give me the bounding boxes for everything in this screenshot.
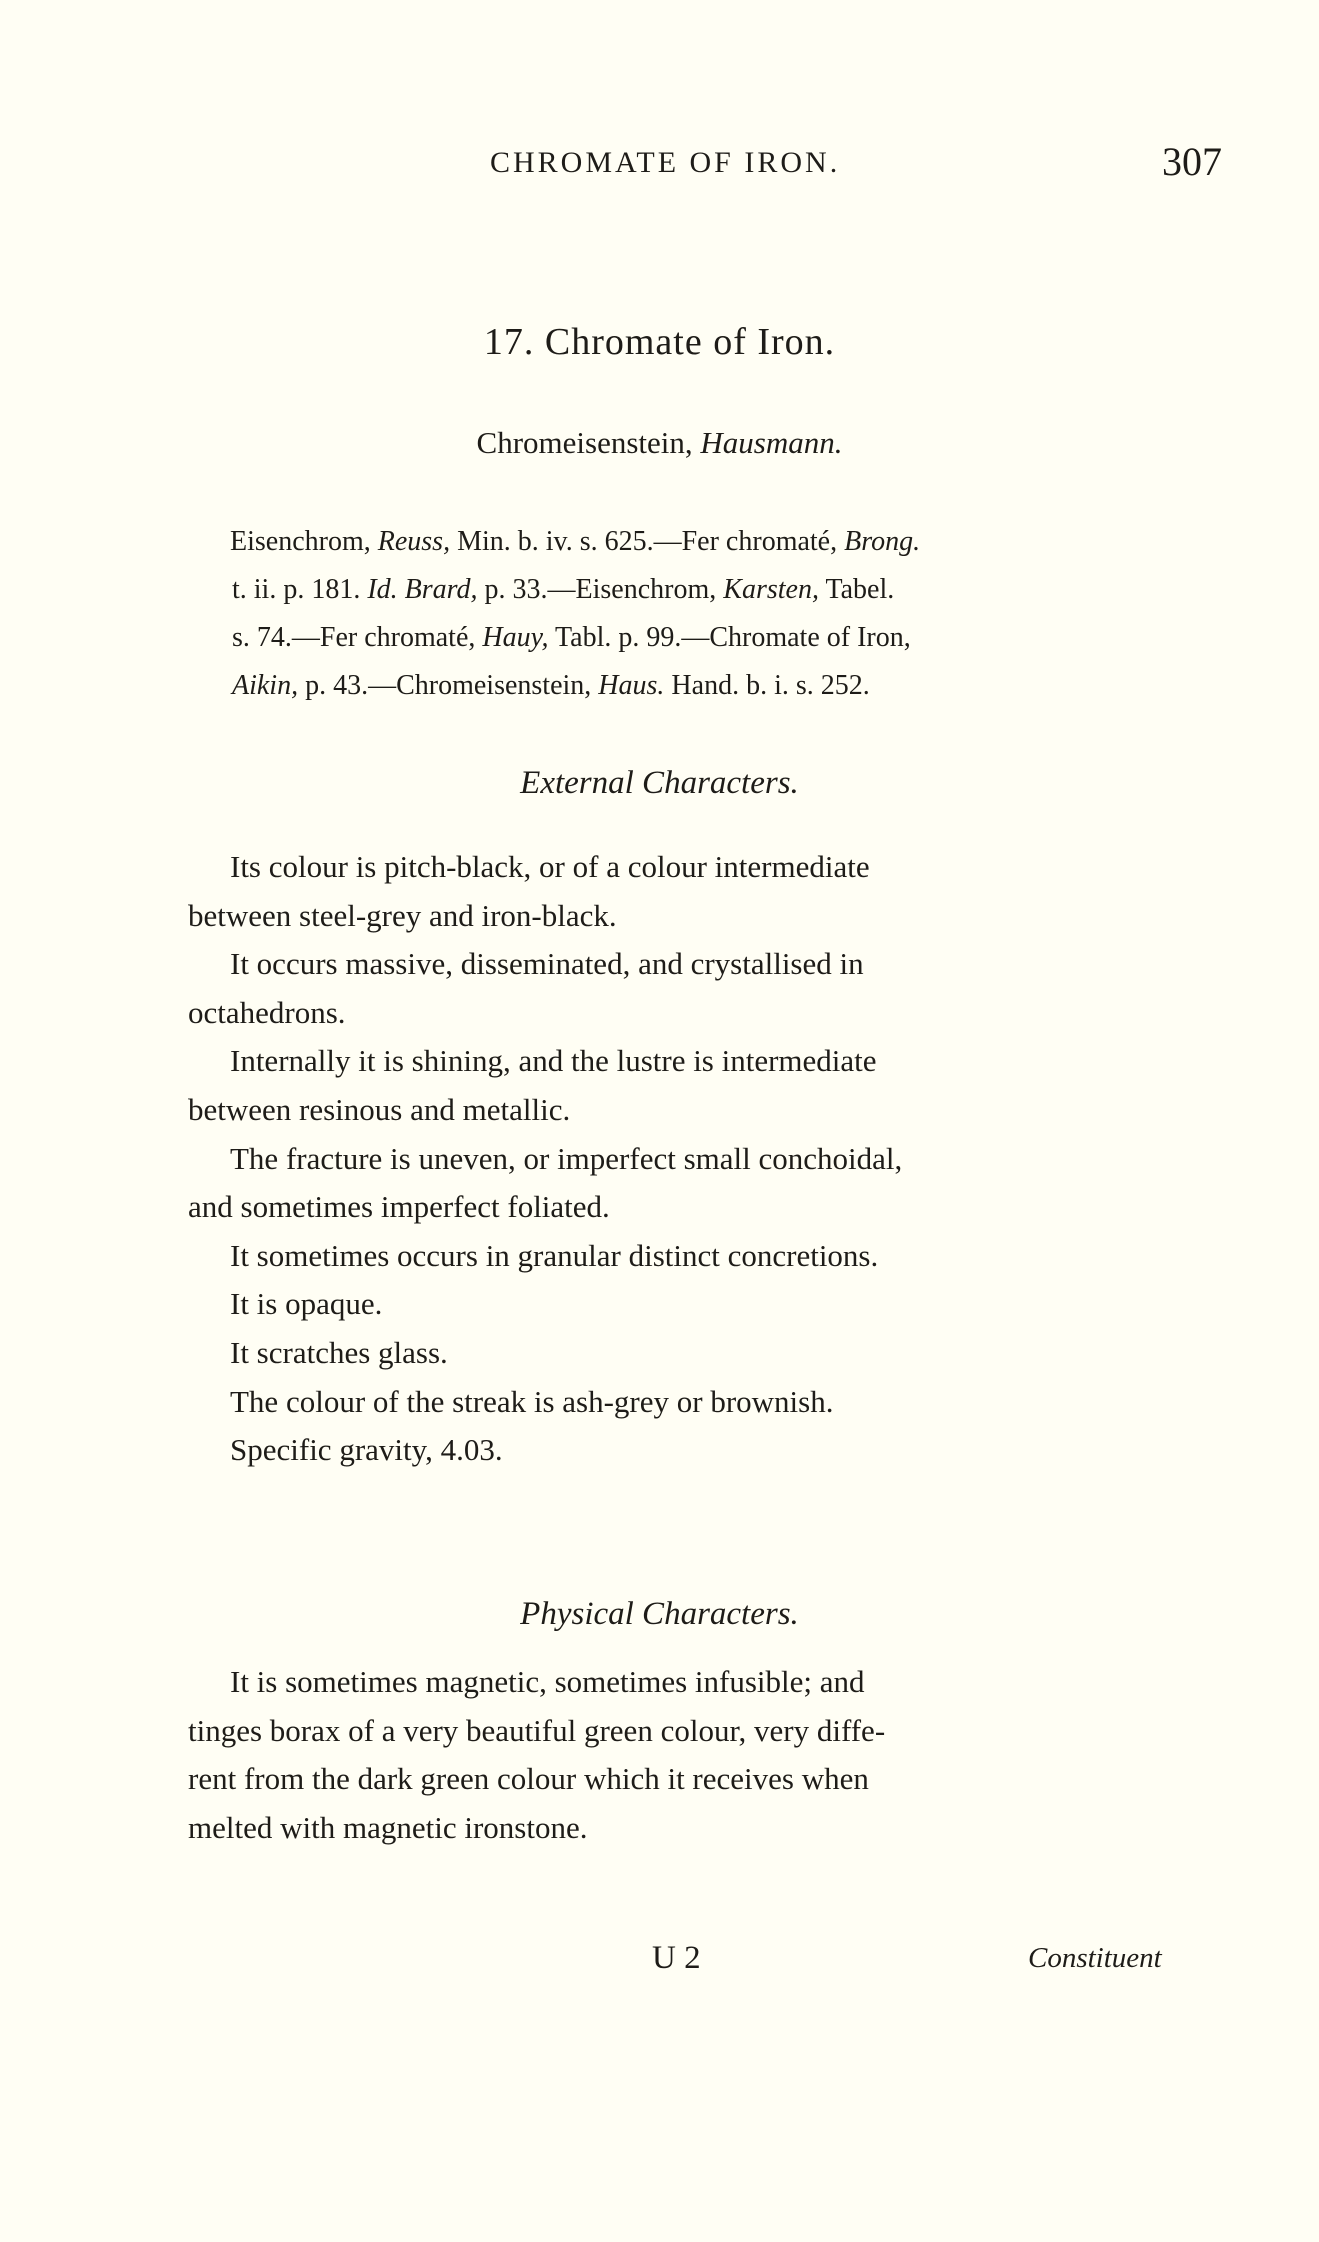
text-line: The colour of the streak is ash-grey or brownish. (230, 1383, 834, 1419)
text-line: tinges borax of a very beautiful green colour, very diffe- (188, 1712, 886, 1748)
text-line: It occurs massive, disseminated, and crystallised in (230, 946, 864, 982)
reference-italic-run: Brong. (844, 526, 921, 557)
reference-run: s. 74.—Fer chromaté, (232, 622, 483, 653)
text-line: and sometimes imperfect foliated. (188, 1189, 610, 1225)
reference-italic-run: Karsten, (723, 574, 819, 605)
synonym-name: Chromeisenstein, (476, 425, 701, 460)
signature-mark: U 2 (652, 1940, 701, 1976)
reference-italic-run: Aikin, (232, 670, 299, 701)
reference-italic-run: Hauy, (482, 622, 549, 653)
reference-run: Tabl. p. 99.—Chromate of Iron, (548, 622, 911, 653)
text-line: Specific gravity, 4.03. (230, 1432, 503, 1468)
synonym-line (0, 425, 1319, 461)
text-line: between steel-grey and iron-black. (188, 897, 617, 933)
catchword: Constituent (1028, 1942, 1162, 1974)
text-line: rent from the dark green colour which it receives when (188, 1761, 869, 1797)
reference-run: Eisenchrom, (230, 526, 378, 557)
physical-characters-heading: Physical Characters. (520, 1596, 799, 1632)
external-characters-heading: External Characters. (520, 765, 799, 801)
external-characters-text (188, 843, 1230, 1475)
reference-line (230, 662, 1230, 710)
reference-italic-run: Id. Brard, (367, 574, 478, 605)
reference-run: Hand. b. i. s. 252. (664, 670, 870, 701)
reference-run: p. 43.—Chromeisenstein, (298, 670, 599, 701)
reference-run: p. 33.—Eisenchrom, (477, 574, 724, 605)
reference-run: Min. b. iv. s. 625.—Fer chromaté, (450, 526, 845, 557)
running-title: CHROMATE OF IRON. (490, 146, 841, 179)
section-heading: 17. Chromate of Iron. (483, 321, 836, 363)
text-line: Internally it is shining, and the lustre is intermediate (230, 1043, 877, 1079)
running-head (0, 138, 1319, 188)
reference-italic-run: Reuss, (377, 526, 451, 557)
text-line: octahedrons. (188, 994, 346, 1030)
reference-run: t. ii. p. 181. (232, 574, 368, 605)
text-line: It is opaque. (230, 1286, 383, 1322)
text-line: between resinous and metallic. (188, 1091, 571, 1127)
text-line: It scratches glass. (230, 1334, 448, 1370)
physical-characters-text (188, 1658, 1230, 1852)
synonym-author: Hausmann. (700, 425, 843, 460)
reference-line (230, 566, 1230, 614)
reference-run: Tabel. (818, 574, 895, 605)
text-line: It sometimes occurs in granular distinct concretions. (230, 1237, 879, 1273)
text-line: It is sometimes magnetic, sometimes infusible; and (230, 1664, 865, 1699)
reference-italic-run: Haus. (598, 670, 665, 701)
page-number: 307 (1162, 139, 1222, 184)
reference-line (230, 614, 1230, 662)
text-line: melted with magnetic ironstone. (188, 1809, 588, 1845)
reference-line (230, 518, 1230, 566)
text-line: Its colour is pitch-black, or of a colour intermediate (230, 849, 870, 884)
text-line: The fracture is uneven, or imperfect small conchoidal, (230, 1140, 903, 1176)
references-paragraph (230, 518, 1230, 710)
